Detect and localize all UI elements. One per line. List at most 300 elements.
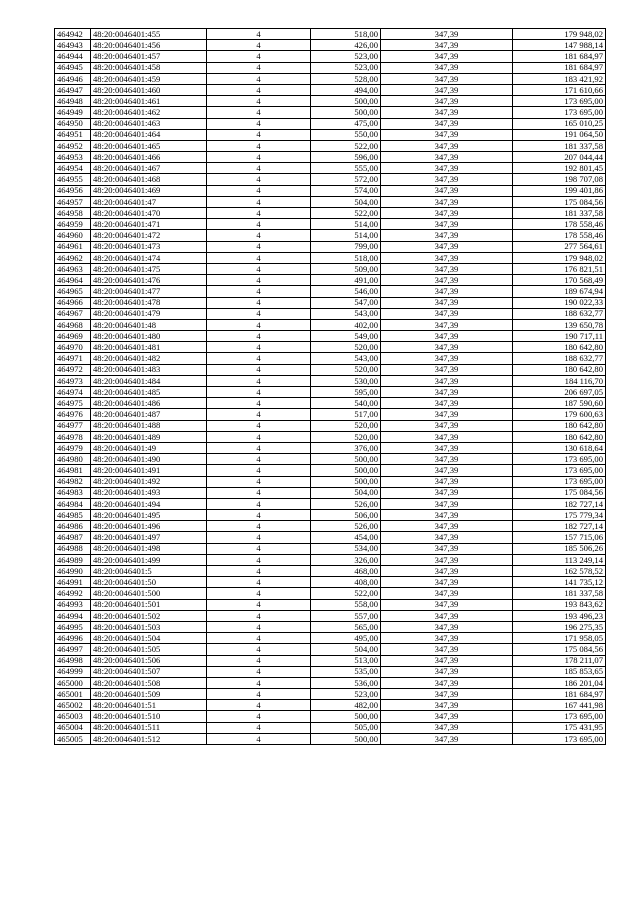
record-number-cell: 464946 bbox=[55, 73, 91, 84]
cadastral-value-cell: 181 684,97 bbox=[513, 62, 606, 73]
cadastral-number-cell: 48:20:0046401:497 bbox=[91, 532, 207, 543]
table-row bbox=[55, 308, 606, 319]
unit-rate-cell: 347,39 bbox=[381, 308, 513, 319]
cadastral-number-cell: 48:20:0046401:503 bbox=[91, 621, 207, 632]
record-number-cell: 464968 bbox=[55, 319, 91, 330]
table-row bbox=[55, 297, 606, 308]
cadastral-number-cell: 48:20:0046401:485 bbox=[91, 387, 207, 398]
cadastral-value-cell: 167 441,98 bbox=[513, 700, 606, 711]
cadastral-number-cell: 48:20:0046401:455 bbox=[91, 29, 207, 40]
table-row bbox=[55, 107, 606, 118]
record-number-cell: 464996 bbox=[55, 633, 91, 644]
table-row bbox=[55, 96, 606, 107]
unit-rate-cell: 347,39 bbox=[381, 185, 513, 196]
record-number-cell: 464981 bbox=[55, 465, 91, 476]
area-cell: 596,00 bbox=[311, 152, 381, 163]
area-cell: 520,00 bbox=[311, 342, 381, 353]
unit-rate-cell: 347,39 bbox=[381, 174, 513, 185]
usage-type-cell: 4 bbox=[207, 498, 311, 509]
area-cell: 504,00 bbox=[311, 196, 381, 207]
table-row bbox=[55, 185, 606, 196]
cadastral-number-cell: 48:20:0046401:457 bbox=[91, 51, 207, 62]
record-number-cell: 464959 bbox=[55, 219, 91, 230]
table-row bbox=[55, 84, 606, 95]
record-number-cell: 464958 bbox=[55, 208, 91, 219]
record-number-cell: 464978 bbox=[55, 431, 91, 442]
cadastral-value-cell: 181 337,58 bbox=[513, 140, 606, 151]
area-cell: 500,00 bbox=[311, 711, 381, 722]
usage-type-cell: 4 bbox=[207, 409, 311, 420]
cadastral-number-cell: 48:20:0046401:474 bbox=[91, 252, 207, 263]
record-number-cell: 464963 bbox=[55, 263, 91, 274]
record-number-cell: 464984 bbox=[55, 498, 91, 509]
area-cell: 565,00 bbox=[311, 621, 381, 632]
cadastral-value-cell: 173 695,00 bbox=[513, 454, 606, 465]
cadastral-value-cell: 277 564,61 bbox=[513, 241, 606, 252]
usage-type-cell: 4 bbox=[207, 621, 311, 632]
cadastral-number-cell: 48:20:0046401:506 bbox=[91, 655, 207, 666]
unit-rate-cell: 347,39 bbox=[381, 375, 513, 386]
cadastral-number-cell: 48:20:0046401:473 bbox=[91, 241, 207, 252]
cadastral-number-cell: 48:20:0046401:507 bbox=[91, 666, 207, 677]
cadastral-number-cell: 48:20:0046401:50 bbox=[91, 577, 207, 588]
record-number-cell: 464969 bbox=[55, 331, 91, 342]
record-number-cell: 464957 bbox=[55, 196, 91, 207]
unit-rate-cell: 347,39 bbox=[381, 152, 513, 163]
cadastral-number-cell: 48:20:0046401:487 bbox=[91, 409, 207, 420]
cadastral-value-cell: 157 715,06 bbox=[513, 532, 606, 543]
usage-type-cell: 4 bbox=[207, 286, 311, 297]
table-row bbox=[55, 711, 606, 722]
record-number-cell: 464997 bbox=[55, 644, 91, 655]
cadastral-value-cell: 165 010,25 bbox=[513, 118, 606, 129]
cadastral-number-cell: 48:20:0046401:471 bbox=[91, 219, 207, 230]
cadastral-value-cell: 180 642,80 bbox=[513, 420, 606, 431]
record-number-cell: 464965 bbox=[55, 286, 91, 297]
usage-type-cell: 4 bbox=[207, 219, 311, 230]
cadastral-value-cell: 173 695,00 bbox=[513, 711, 606, 722]
table-row bbox=[55, 487, 606, 498]
cadastral-number-cell: 48:20:0046401:470 bbox=[91, 208, 207, 219]
record-number-cell: 464970 bbox=[55, 342, 91, 353]
cadastral-value-cell: 173 695,00 bbox=[513, 107, 606, 118]
cadastral-value-cell: 179 600,63 bbox=[513, 409, 606, 420]
area-cell: 504,00 bbox=[311, 644, 381, 655]
unit-rate-cell: 347,39 bbox=[381, 353, 513, 364]
record-number-cell: 464967 bbox=[55, 308, 91, 319]
unit-rate-cell: 347,39 bbox=[381, 297, 513, 308]
cadastral-value-cell: 173 695,00 bbox=[513, 476, 606, 487]
area-cell: 500,00 bbox=[311, 733, 381, 744]
cadastral-value-cell: 178 558,46 bbox=[513, 230, 606, 241]
table-row bbox=[55, 152, 606, 163]
cadastral-number-cell: 48:20:0046401:480 bbox=[91, 331, 207, 342]
record-number-cell: 464953 bbox=[55, 152, 91, 163]
table-row bbox=[55, 644, 606, 655]
usage-type-cell: 4 bbox=[207, 398, 311, 409]
area-cell: 520,00 bbox=[311, 431, 381, 442]
usage-type-cell: 4 bbox=[207, 319, 311, 330]
area-cell: 454,00 bbox=[311, 532, 381, 543]
usage-type-cell: 4 bbox=[207, 241, 311, 252]
usage-type-cell: 4 bbox=[207, 84, 311, 95]
record-number-cell: 464950 bbox=[55, 118, 91, 129]
table-row bbox=[55, 510, 606, 521]
area-cell: 523,00 bbox=[311, 689, 381, 700]
cadastral-number-cell: 48:20:0046401:510 bbox=[91, 711, 207, 722]
usage-type-cell: 4 bbox=[207, 733, 311, 744]
record-number-cell: 464961 bbox=[55, 241, 91, 252]
area-cell: 558,00 bbox=[311, 599, 381, 610]
area-cell: 549,00 bbox=[311, 331, 381, 342]
usage-type-cell: 4 bbox=[207, 185, 311, 196]
usage-type-cell: 4 bbox=[207, 62, 311, 73]
cadastral-number-cell: 48:20:0046401:460 bbox=[91, 84, 207, 95]
usage-type-cell: 4 bbox=[207, 677, 311, 688]
area-cell: 500,00 bbox=[311, 454, 381, 465]
unit-rate-cell: 347,39 bbox=[381, 498, 513, 509]
area-cell: 326,00 bbox=[311, 554, 381, 565]
table-body bbox=[55, 29, 606, 745]
unit-rate-cell: 347,39 bbox=[381, 409, 513, 420]
cadastral-value-cell: 175 084,56 bbox=[513, 644, 606, 655]
unit-rate-cell: 347,39 bbox=[381, 599, 513, 610]
area-cell: 536,00 bbox=[311, 677, 381, 688]
cadastral-number-cell: 48:20:0046401:484 bbox=[91, 375, 207, 386]
cadastral-number-cell: 48:20:0046401:512 bbox=[91, 733, 207, 744]
area-cell: 535,00 bbox=[311, 666, 381, 677]
table-row bbox=[55, 29, 606, 40]
record-number-cell: 464979 bbox=[55, 442, 91, 453]
cadastral-value-cell: 176 821,51 bbox=[513, 263, 606, 274]
record-number-cell: 464976 bbox=[55, 409, 91, 420]
area-cell: 546,00 bbox=[311, 286, 381, 297]
area-cell: 514,00 bbox=[311, 230, 381, 241]
record-number-cell: 464962 bbox=[55, 252, 91, 263]
table-row bbox=[55, 196, 606, 207]
area-cell: 475,00 bbox=[311, 118, 381, 129]
unit-rate-cell: 347,39 bbox=[381, 577, 513, 588]
unit-rate-cell: 347,39 bbox=[381, 532, 513, 543]
table-row bbox=[55, 442, 606, 453]
record-number-cell: 465005 bbox=[55, 733, 91, 744]
usage-type-cell: 4 bbox=[207, 655, 311, 666]
record-number-cell: 464954 bbox=[55, 163, 91, 174]
table-row bbox=[55, 733, 606, 744]
usage-type-cell: 4 bbox=[207, 431, 311, 442]
cadastral-value-cell: 182 727,14 bbox=[513, 498, 606, 509]
cadastral-number-cell: 48:20:0046401:51 bbox=[91, 700, 207, 711]
unit-rate-cell: 347,39 bbox=[381, 29, 513, 40]
record-number-cell: 464994 bbox=[55, 610, 91, 621]
table-row bbox=[55, 543, 606, 554]
table-row bbox=[55, 252, 606, 263]
cadastral-value-cell: 113 249,14 bbox=[513, 554, 606, 565]
cadastral-number-cell: 48:20:0046401:495 bbox=[91, 510, 207, 521]
table-row bbox=[55, 319, 606, 330]
area-cell: 500,00 bbox=[311, 476, 381, 487]
record-number-cell: 464944 bbox=[55, 51, 91, 62]
cadastral-value-cell: 189 674,94 bbox=[513, 286, 606, 297]
record-number-cell: 465003 bbox=[55, 711, 91, 722]
area-cell: 402,00 bbox=[311, 319, 381, 330]
cadastral-number-cell: 48:20:0046401:465 bbox=[91, 140, 207, 151]
unit-rate-cell: 347,39 bbox=[381, 554, 513, 565]
table-row bbox=[55, 129, 606, 140]
cadastral-number-cell: 48:20:0046401:458 bbox=[91, 62, 207, 73]
area-cell: 799,00 bbox=[311, 241, 381, 252]
area-cell: 494,00 bbox=[311, 84, 381, 95]
unit-rate-cell: 347,39 bbox=[381, 118, 513, 129]
area-cell: 509,00 bbox=[311, 263, 381, 274]
cadastral-number-cell: 48:20:0046401:468 bbox=[91, 174, 207, 185]
record-number-cell: 464983 bbox=[55, 487, 91, 498]
usage-type-cell: 4 bbox=[207, 465, 311, 476]
area-cell: 518,00 bbox=[311, 252, 381, 263]
cadastral-number-cell: 48:20:0046401:482 bbox=[91, 353, 207, 364]
cadastral-value-cell: 178 558,46 bbox=[513, 219, 606, 230]
area-cell: 500,00 bbox=[311, 107, 381, 118]
table-row bbox=[55, 219, 606, 230]
unit-rate-cell: 347,39 bbox=[381, 364, 513, 375]
cadastral-number-cell: 48:20:0046401:504 bbox=[91, 633, 207, 644]
area-cell: 543,00 bbox=[311, 353, 381, 364]
usage-type-cell: 4 bbox=[207, 275, 311, 286]
cadastral-number-cell: 48:20:0046401:502 bbox=[91, 610, 207, 621]
cadastral-number-cell: 48:20:0046401:479 bbox=[91, 308, 207, 319]
record-number-cell: 464992 bbox=[55, 588, 91, 599]
table-row bbox=[55, 364, 606, 375]
unit-rate-cell: 347,39 bbox=[381, 711, 513, 722]
unit-rate-cell: 347,39 bbox=[381, 677, 513, 688]
usage-type-cell: 4 bbox=[207, 420, 311, 431]
usage-type-cell: 4 bbox=[207, 208, 311, 219]
area-cell: 555,00 bbox=[311, 163, 381, 174]
table-row bbox=[55, 275, 606, 286]
area-cell: 530,00 bbox=[311, 375, 381, 386]
area-cell: 495,00 bbox=[311, 633, 381, 644]
table-row bbox=[55, 51, 606, 62]
area-cell: 408,00 bbox=[311, 577, 381, 588]
unit-rate-cell: 347,39 bbox=[381, 40, 513, 51]
table-row bbox=[55, 655, 606, 666]
table-row bbox=[55, 700, 606, 711]
cadastral-number-cell: 48:20:0046401:509 bbox=[91, 689, 207, 700]
record-number-cell: 464975 bbox=[55, 398, 91, 409]
unit-rate-cell: 347,39 bbox=[381, 733, 513, 744]
cadastral-number-cell: 48:20:0046401:492 bbox=[91, 476, 207, 487]
table-row bbox=[55, 454, 606, 465]
cadastral-number-cell: 48:20:0046401:464 bbox=[91, 129, 207, 140]
record-number-cell: 464977 bbox=[55, 420, 91, 431]
unit-rate-cell: 347,39 bbox=[381, 465, 513, 476]
cadastral-number-cell: 48:20:0046401:466 bbox=[91, 152, 207, 163]
unit-rate-cell: 347,39 bbox=[381, 722, 513, 733]
cadastral-number-cell: 48:20:0046401:462 bbox=[91, 107, 207, 118]
usage-type-cell: 4 bbox=[207, 454, 311, 465]
area-cell: 426,00 bbox=[311, 40, 381, 51]
cadastral-number-cell: 48:20:0046401:491 bbox=[91, 465, 207, 476]
unit-rate-cell: 347,39 bbox=[381, 476, 513, 487]
cadastral-number-cell: 48:20:0046401:511 bbox=[91, 722, 207, 733]
unit-rate-cell: 347,39 bbox=[381, 163, 513, 174]
cadastral-value-cell: 184 116,70 bbox=[513, 375, 606, 386]
unit-rate-cell: 347,39 bbox=[381, 700, 513, 711]
usage-type-cell: 4 bbox=[207, 263, 311, 274]
cadastral-number-cell: 48:20:0046401:486 bbox=[91, 398, 207, 409]
area-cell: 547,00 bbox=[311, 297, 381, 308]
table-row bbox=[55, 554, 606, 565]
cadastral-value-cell: 173 695,00 bbox=[513, 96, 606, 107]
unit-rate-cell: 347,39 bbox=[381, 319, 513, 330]
cadastral-value-cell: 187 590,60 bbox=[513, 398, 606, 409]
unit-rate-cell: 347,39 bbox=[381, 331, 513, 342]
area-cell: 376,00 bbox=[311, 442, 381, 453]
cadastral-number-cell: 48:20:0046401:477 bbox=[91, 286, 207, 297]
cadastral-value-cell: 183 421,92 bbox=[513, 73, 606, 84]
cadastral-number-cell: 48:20:0046401:48 bbox=[91, 319, 207, 330]
area-cell: 540,00 bbox=[311, 398, 381, 409]
record-number-cell: 464995 bbox=[55, 621, 91, 632]
table-row bbox=[55, 140, 606, 151]
record-number-cell: 464974 bbox=[55, 387, 91, 398]
usage-type-cell: 4 bbox=[207, 689, 311, 700]
table-row bbox=[55, 722, 606, 733]
cadastral-value-cell: 139 650,78 bbox=[513, 319, 606, 330]
cadastral-number-cell: 48:20:0046401:459 bbox=[91, 73, 207, 84]
cadastral-value-cell: 170 568,49 bbox=[513, 275, 606, 286]
table-row bbox=[55, 241, 606, 252]
cadastral-value-cell: 178 211,07 bbox=[513, 655, 606, 666]
unit-rate-cell: 347,39 bbox=[381, 644, 513, 655]
unit-rate-cell: 347,39 bbox=[381, 420, 513, 431]
table-row bbox=[55, 398, 606, 409]
area-cell: 523,00 bbox=[311, 51, 381, 62]
cadastral-value-cell: 181 684,97 bbox=[513, 51, 606, 62]
area-cell: 574,00 bbox=[311, 185, 381, 196]
unit-rate-cell: 347,39 bbox=[381, 621, 513, 632]
cadastral-value-cell: 180 642,80 bbox=[513, 342, 606, 353]
usage-type-cell: 4 bbox=[207, 577, 311, 588]
record-number-cell: 464943 bbox=[55, 40, 91, 51]
usage-type-cell: 4 bbox=[207, 554, 311, 565]
usage-type-cell: 4 bbox=[207, 40, 311, 51]
cadastral-value-cell: 171 610,66 bbox=[513, 84, 606, 95]
unit-rate-cell: 347,39 bbox=[381, 51, 513, 62]
area-cell: 522,00 bbox=[311, 208, 381, 219]
record-number-cell: 464955 bbox=[55, 174, 91, 185]
cadastral-value-cell: 173 695,00 bbox=[513, 733, 606, 744]
table-row bbox=[55, 163, 606, 174]
cadastral-number-cell: 48:20:0046401:505 bbox=[91, 644, 207, 655]
cadastral-number-cell: 48:20:0046401:469 bbox=[91, 185, 207, 196]
usage-type-cell: 4 bbox=[207, 543, 311, 554]
cadastral-number-cell: 48:20:0046401:481 bbox=[91, 342, 207, 353]
cadastral-value-cell: 175 084,56 bbox=[513, 196, 606, 207]
table-row bbox=[55, 465, 606, 476]
record-number-cell: 464991 bbox=[55, 577, 91, 588]
table-row bbox=[55, 230, 606, 241]
cadastral-number-cell: 48:20:0046401:461 bbox=[91, 96, 207, 107]
table-row bbox=[55, 208, 606, 219]
unit-rate-cell: 347,39 bbox=[381, 588, 513, 599]
table-row bbox=[55, 40, 606, 51]
table-row bbox=[55, 566, 606, 577]
cadastral-number-cell: 48:20:0046401:478 bbox=[91, 297, 207, 308]
record-number-cell: 464973 bbox=[55, 375, 91, 386]
usage-type-cell: 4 bbox=[207, 644, 311, 655]
cadastral-value-cell: 185 853,65 bbox=[513, 666, 606, 677]
unit-rate-cell: 347,39 bbox=[381, 342, 513, 353]
area-cell: 523,00 bbox=[311, 62, 381, 73]
cadastral-number-cell: 48:20:0046401:483 bbox=[91, 364, 207, 375]
record-number-cell: 464987 bbox=[55, 532, 91, 543]
record-number-cell: 464986 bbox=[55, 521, 91, 532]
area-cell: 557,00 bbox=[311, 610, 381, 621]
cadastral-number-cell: 48:20:0046401:49 bbox=[91, 442, 207, 453]
cadastral-value-cell: 196 275,35 bbox=[513, 621, 606, 632]
cadastral-value-cell: 179 948,02 bbox=[513, 29, 606, 40]
unit-rate-cell: 347,39 bbox=[381, 107, 513, 118]
record-number-cell: 464999 bbox=[55, 666, 91, 677]
usage-type-cell: 4 bbox=[207, 342, 311, 353]
cadastral-number-cell: 48:20:0046401:490 bbox=[91, 454, 207, 465]
usage-type-cell: 4 bbox=[207, 196, 311, 207]
cadastral-value-cell: 207 044,44 bbox=[513, 152, 606, 163]
cadastral-number-cell: 48:20:0046401:493 bbox=[91, 487, 207, 498]
usage-type-cell: 4 bbox=[207, 666, 311, 677]
unit-rate-cell: 347,39 bbox=[381, 252, 513, 263]
area-cell: 517,00 bbox=[311, 409, 381, 420]
area-cell: 482,00 bbox=[311, 700, 381, 711]
usage-type-cell: 4 bbox=[207, 230, 311, 241]
cadastral-value-cell: 199 401,86 bbox=[513, 185, 606, 196]
usage-type-cell: 4 bbox=[207, 29, 311, 40]
area-cell: 468,00 bbox=[311, 566, 381, 577]
table-row bbox=[55, 73, 606, 84]
cadastral-value-cell: 206 697,05 bbox=[513, 387, 606, 398]
usage-type-cell: 4 bbox=[207, 700, 311, 711]
cadastral-value-cell: 175 084,56 bbox=[513, 487, 606, 498]
unit-rate-cell: 347,39 bbox=[381, 241, 513, 252]
usage-type-cell: 4 bbox=[207, 152, 311, 163]
table-row bbox=[55, 174, 606, 185]
area-cell: 513,00 bbox=[311, 655, 381, 666]
usage-type-cell: 4 bbox=[207, 51, 311, 62]
area-cell: 506,00 bbox=[311, 510, 381, 521]
table-row bbox=[55, 331, 606, 342]
usage-type-cell: 4 bbox=[207, 297, 311, 308]
unit-rate-cell: 347,39 bbox=[381, 275, 513, 286]
record-number-cell: 464972 bbox=[55, 364, 91, 375]
cadastral-value-cell: 162 578,52 bbox=[513, 566, 606, 577]
usage-type-cell: 4 bbox=[207, 633, 311, 644]
unit-rate-cell: 347,39 bbox=[381, 510, 513, 521]
cadastral-value-cell: 180 642,80 bbox=[513, 364, 606, 375]
usage-type-cell: 4 bbox=[207, 118, 311, 129]
unit-rate-cell: 347,39 bbox=[381, 431, 513, 442]
table-row bbox=[55, 353, 606, 364]
cadastral-number-cell: 48:20:0046401:508 bbox=[91, 677, 207, 688]
cadastral-number-cell: 48:20:0046401:456 bbox=[91, 40, 207, 51]
usage-type-cell: 4 bbox=[207, 252, 311, 263]
usage-type-cell: 4 bbox=[207, 73, 311, 84]
cadastral-value-cell: 171 958,05 bbox=[513, 633, 606, 644]
area-cell: 505,00 bbox=[311, 722, 381, 733]
unit-rate-cell: 347,39 bbox=[381, 487, 513, 498]
cadastral-value-cell: 175 431,95 bbox=[513, 722, 606, 733]
record-number-cell: 464980 bbox=[55, 454, 91, 465]
